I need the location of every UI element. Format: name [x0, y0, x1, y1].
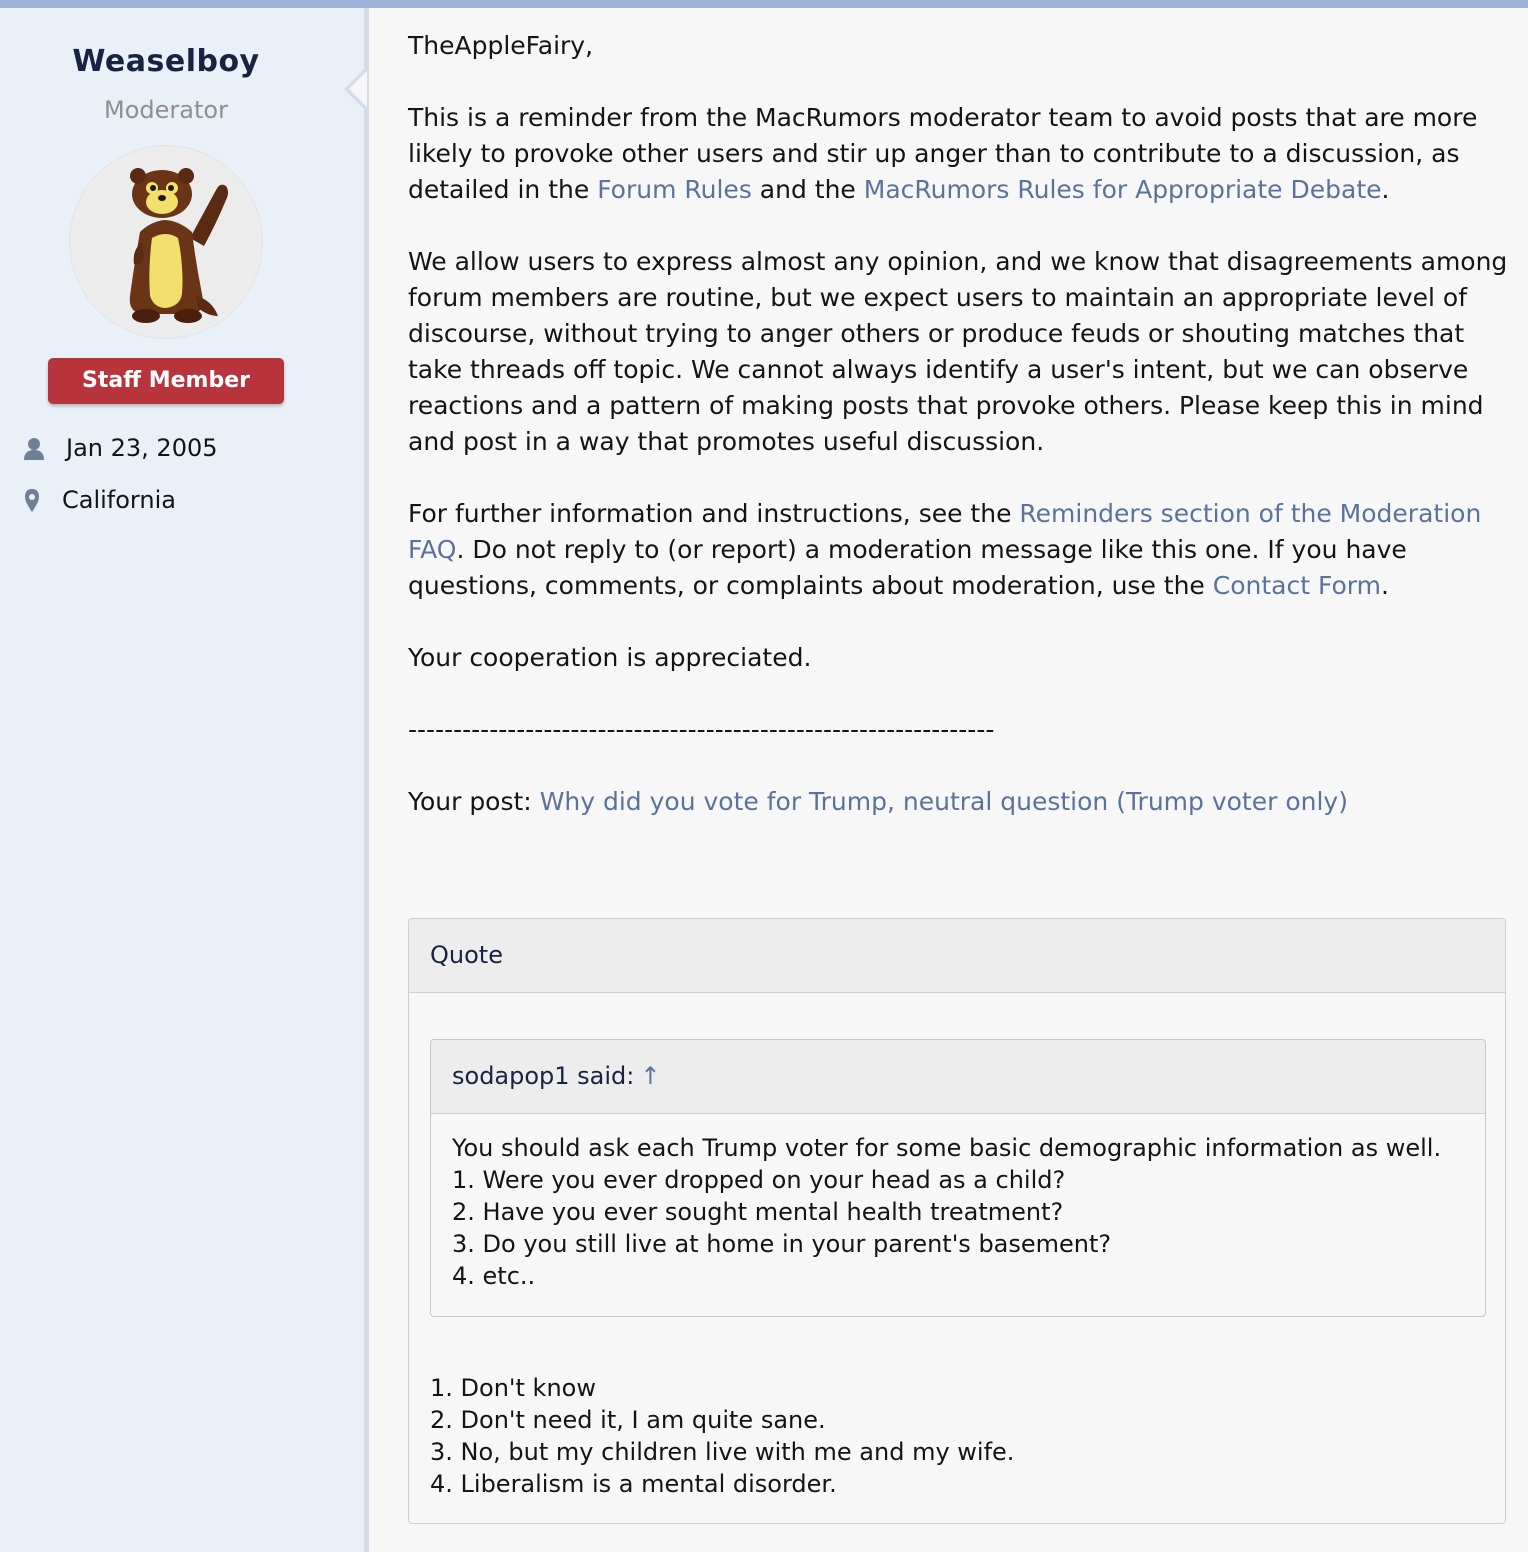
text: . Do not reply to (or report) a moderation message like this one. If you have questions, comments, or complaints about moderation, use the: [408, 535, 1407, 600]
quote-line: 2. Have you ever sought mental health treatment?: [452, 1198, 1064, 1226]
quoted-reply-body: [430, 1372, 1014, 1500]
closing-line: Your cooperation is appreciated.: [408, 643, 812, 672]
location-link[interactable]: California: [62, 486, 176, 514]
your-post-line: [408, 784, 1508, 820]
text: This is a reminder from the MacRumors moderator team to avoid posts that are more likely to provoke other users and stir up anger than to contribute to a discussion, as detailed in the: [408, 103, 1478, 204]
username-link[interactable]: Weaselboy: [72, 44, 260, 79]
reply-line: 3. No, but my children live with me and my wife.: [430, 1438, 1015, 1466]
text: .: [1381, 175, 1390, 204]
debate-rules-link[interactable]: MacRumors Rules for Appropriate Debate: [863, 175, 1382, 204]
user-title: Moderator: [104, 96, 228, 124]
paragraph-policy: We allow users to express almost any opinion, and we know that disagreements among forum members are routine, but we expect users to maintain an appropriate level of discourse, without trying to anger others or produce feuds or shouting matches that take threads off topic. We cannot always identify a user's intent, but we can observe reactions and a pattern of making posts that provoke others. Please keep this in mind and post in a way that promotes useful discussion.: [408, 247, 1508, 456]
jump-to-post-arrow-icon[interactable]: ↑: [640, 1062, 661, 1090]
quote-line: 4. etc..: [452, 1262, 536, 1290]
message-body: [408, 28, 1508, 856]
reply-line: 4. Liberalism is a mental disorder.: [430, 1470, 837, 1498]
paragraph-reminder: [408, 100, 1508, 208]
your-post-link[interactable]: Why did you vote for Trump, neutral question (Trump voter only): [539, 787, 1348, 816]
text: and the: [751, 175, 864, 204]
quote-block: [408, 918, 1506, 1524]
paragraph-further-info: [408, 496, 1508, 604]
user-icon: [24, 436, 44, 462]
text: For further information and instructions, see the: [408, 499, 1020, 528]
nested-quote: [430, 1039, 1486, 1317]
joined-date: Jan 23, 2005: [66, 434, 218, 462]
contact-form-link[interactable]: Contact Form: [1212, 571, 1381, 600]
quote-attribution: sodapop1 said:: [452, 1062, 635, 1090]
reply-line: 2. Don't need it, I am quite sane.: [430, 1406, 826, 1434]
moderation-faq-link[interactable]: Reminders section of the Moderation FAQ: [408, 499, 1482, 564]
quote-line: You should ask each Trump voter for some basic demographic information as well.: [452, 1134, 1442, 1162]
quote-line: 1. Were you ever dropped on your head as a child?: [452, 1166, 1066, 1194]
top-accent-bar: [0, 0, 1528, 8]
greeting: TheAppleFairy,: [408, 31, 594, 60]
message-pointer-inner: [349, 71, 367, 107]
weasel-avatar[interactable]: [70, 146, 262, 338]
weasel-avatar-icon: [70, 146, 262, 338]
nested-quote-header: [431, 1040, 1485, 1114]
map-marker-icon: [24, 488, 44, 514]
text-divider: -----------------------------------------------------------------: [408, 715, 995, 744]
quote-line: 3. Do you still live at home in your parent's basement?: [452, 1230, 1112, 1258]
forum-rules-link[interactable]: Forum Rules: [597, 175, 752, 204]
reply-line: 1. Don't know: [430, 1374, 596, 1402]
sidebar-border: [364, 8, 369, 1552]
nested-quote-body: [431, 1114, 1485, 1292]
quote-header: Quote: [409, 919, 1505, 993]
staff-member-badge: Staff Member: [48, 358, 284, 404]
your-post-label: Your post:: [408, 787, 540, 816]
text: .: [1380, 571, 1389, 600]
